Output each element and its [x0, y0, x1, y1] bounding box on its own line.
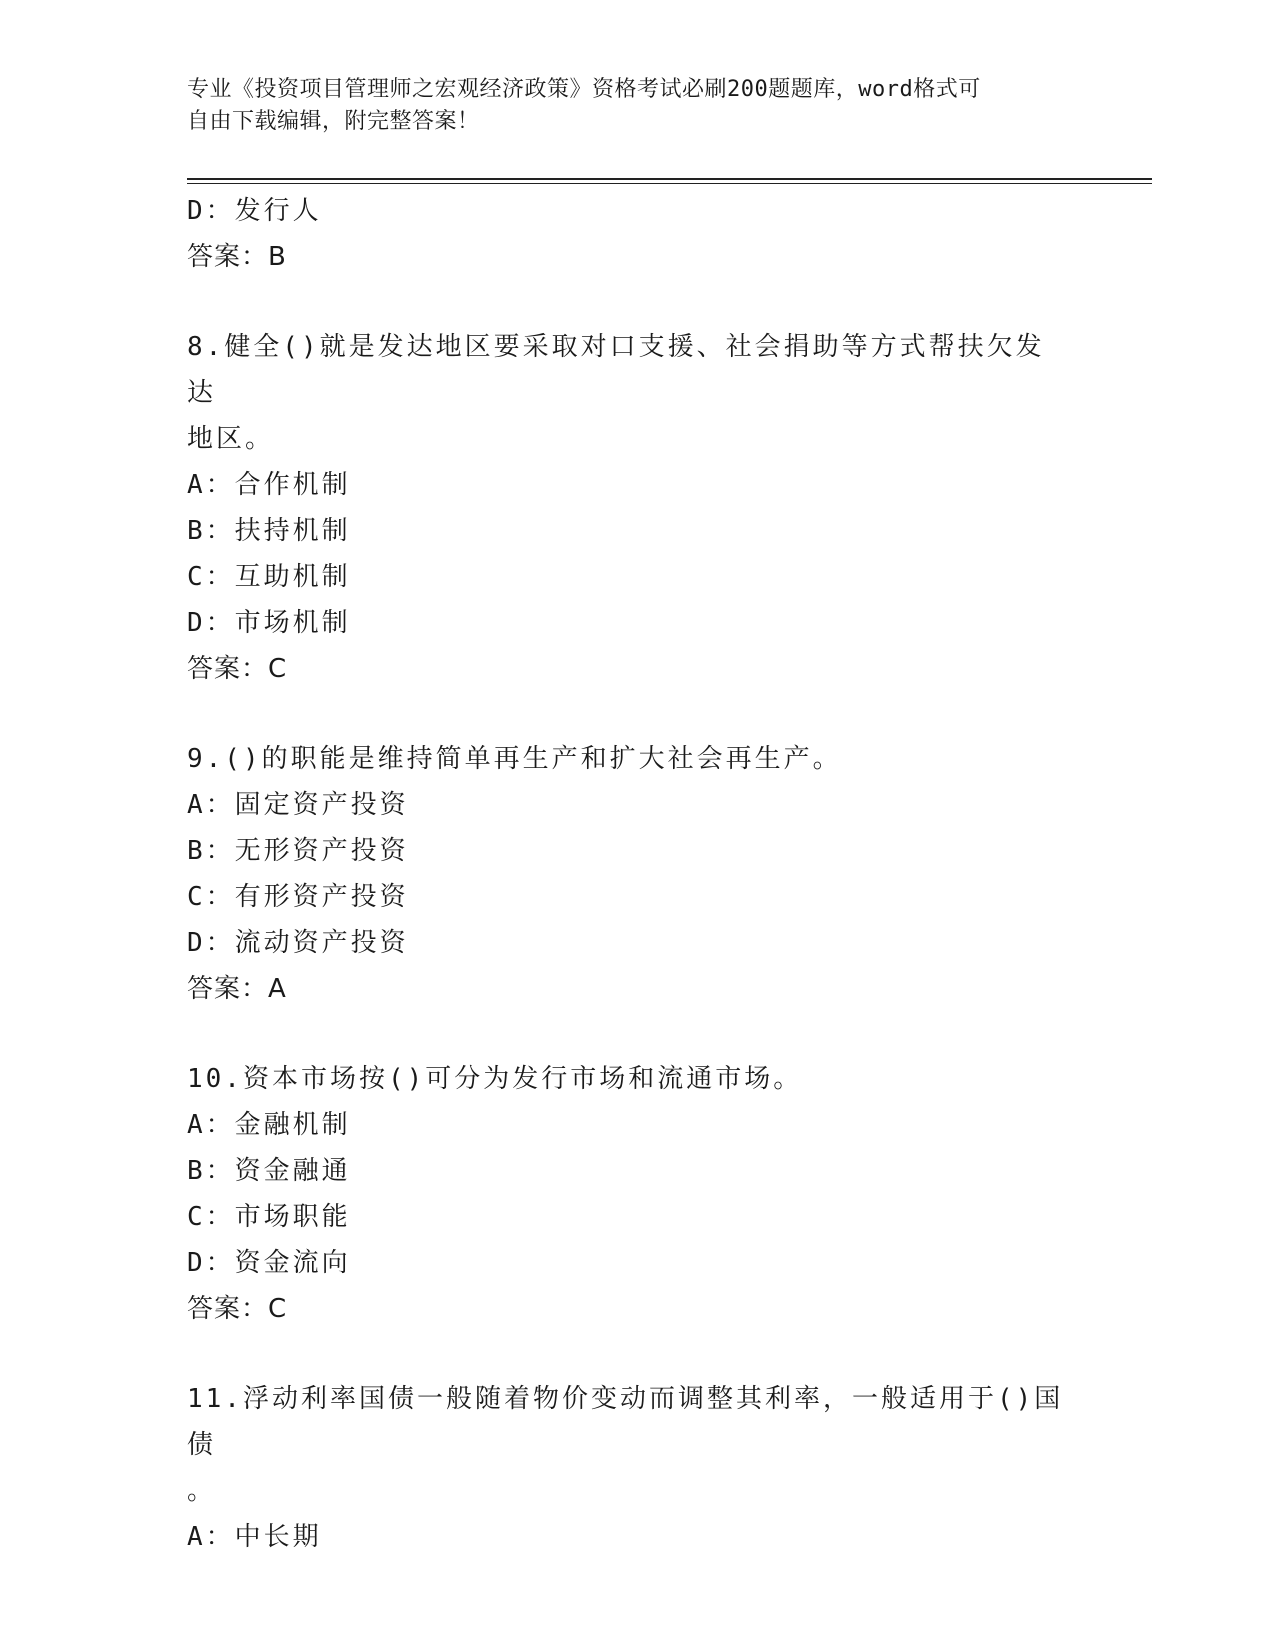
option-b: B：无形资产投资	[187, 836, 409, 866]
question-stem-line-2: 地区。	[187, 424, 275, 454]
header-divider-thin	[187, 183, 1152, 184]
question-8	[187, 324, 1087, 692]
option-d: D：流动资产投资	[187, 928, 409, 958]
option-b: B：资金融通	[187, 1156, 351, 1186]
answer-line: 答案：C	[187, 1294, 288, 1324]
document-header	[187, 74, 1067, 138]
answer-line: 答案：C	[187, 654, 288, 684]
option-c: C：互助机制	[187, 562, 351, 592]
question-stem	[187, 324, 1067, 462]
option-a: A：金融机制	[187, 1110, 351, 1140]
option-a: A：中长期	[187, 1522, 322, 1552]
question-stem	[187, 1376, 1067, 1514]
option-b: B：扶持机制	[187, 516, 351, 546]
question-stem-line-1: 8.健全()就是发达地区要采取对口支援、社会捐助等方式帮扶欠发达	[187, 332, 1045, 408]
question-list	[187, 188, 1087, 1560]
question-stem-line-2: 。	[187, 1476, 217, 1506]
header-line-2: 自由下载编辑，附完整答案！	[187, 109, 480, 134]
option-a: A：合作机制	[187, 470, 351, 500]
header-line-1: 专业《投资项目管理师之宏观经济政策》资格考试必刷200题题库，word格式可	[187, 77, 981, 102]
option-d: D：市场机制	[187, 608, 351, 638]
question-10	[187, 1056, 1087, 1332]
option-c: C：有形资产投资	[187, 882, 409, 912]
answer-line: 答案：A	[187, 974, 287, 1004]
header-divider-thick	[187, 178, 1152, 180]
question-stem: 10.资本市场按()可分为发行市场和流通市场。	[187, 1064, 803, 1094]
option-c: C：市场职能	[187, 1202, 351, 1232]
question-stem-line-1: 11.浮动利率国债一般随着物价变动而调整其利率，一般适用于()国债	[187, 1384, 1064, 1460]
question-stem: 9.()的职能是维持简单再生产和扩大社会再生产。	[187, 744, 842, 774]
answer-line: 答案：B	[187, 242, 287, 272]
option-d: D：发行人	[187, 196, 322, 226]
question-11	[187, 1376, 1087, 1560]
question-9	[187, 736, 1087, 1012]
option-d: D：资金流向	[187, 1248, 351, 1278]
option-a: A：固定资产投资	[187, 790, 409, 820]
